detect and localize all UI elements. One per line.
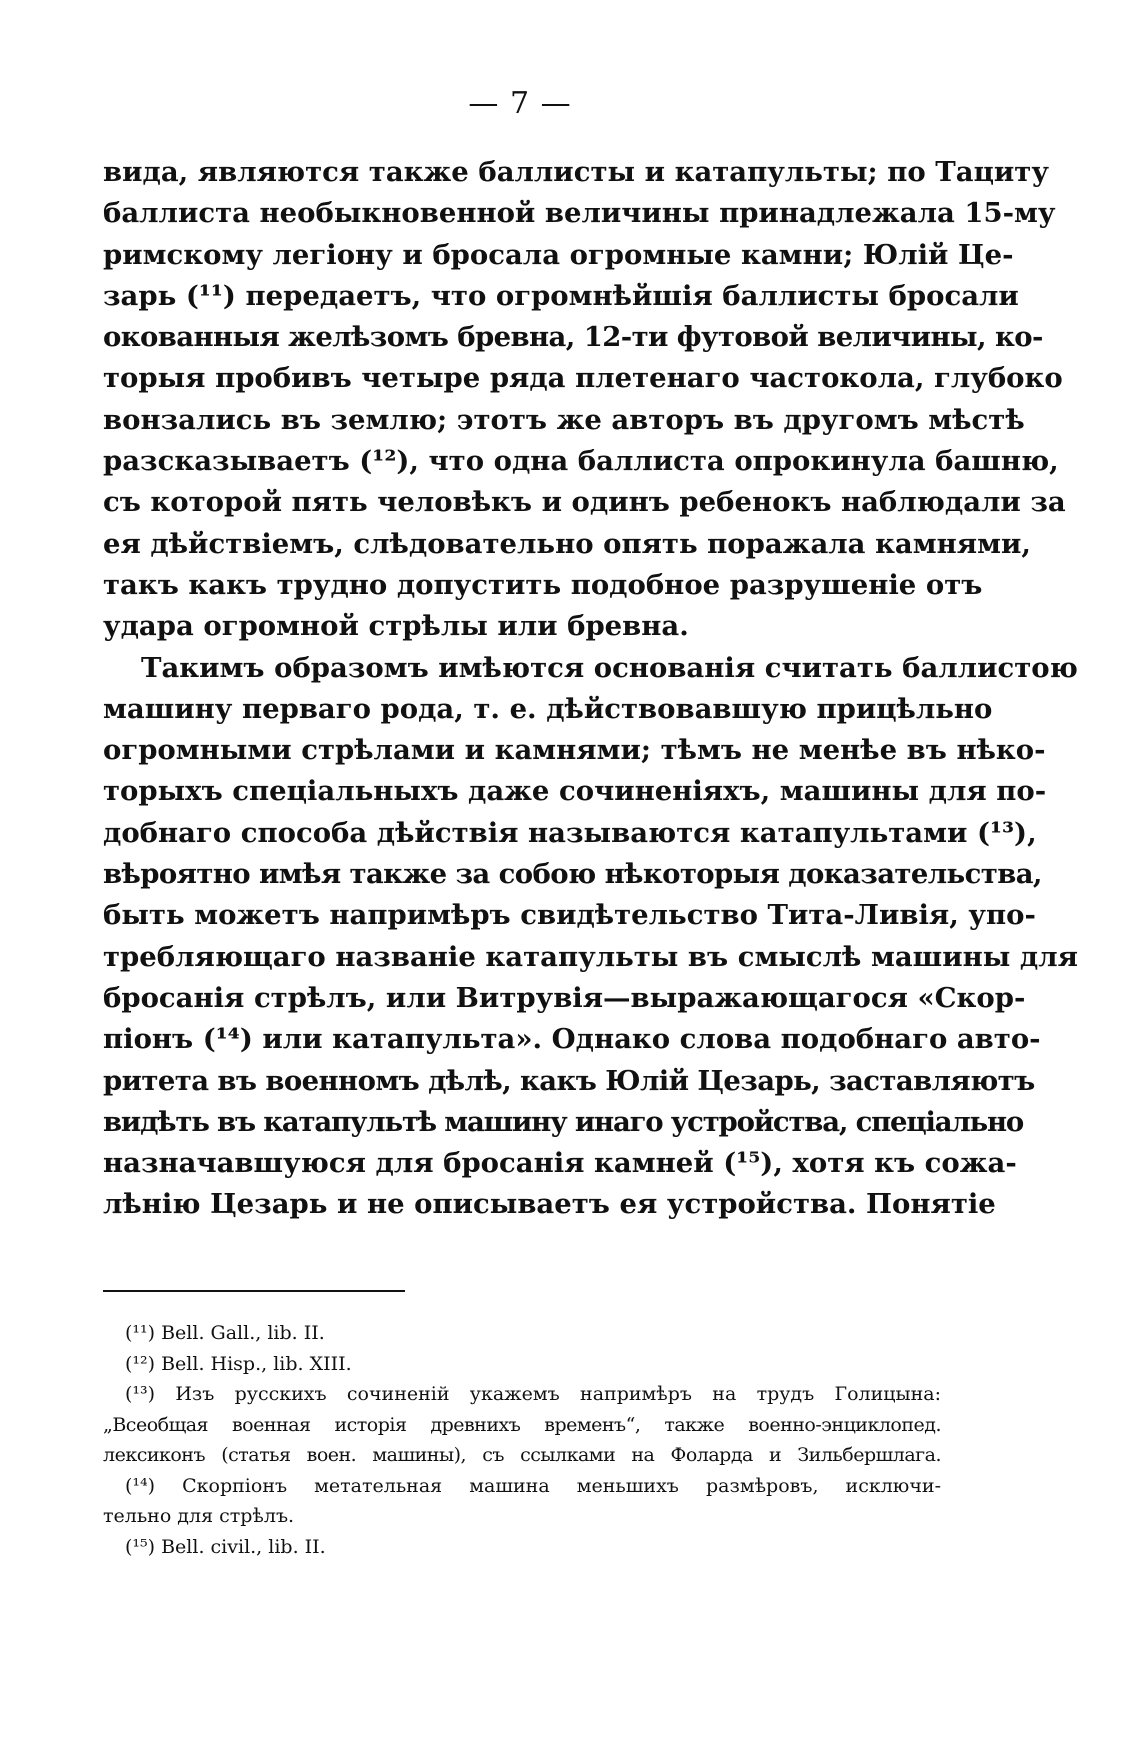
footnote-separator [103, 1290, 405, 1292]
text-line: разсказываетъ (¹²), что одна баллиста опрокинула башню, [103, 445, 1059, 478]
text-line: лѣнію Цезарь и не описываетъ ея устройства. Понятіе [103, 1188, 996, 1221]
text-line: торыхъ спеціальныхъ даже сочиненіяхъ, машины для по- [103, 775, 1047, 808]
text-line: добнаго способа дѣйствія называются катапультами (¹³), [103, 816, 1037, 849]
text-line: видѣть въ катапультѣ машину инаго устройства, спеціально [103, 1105, 1024, 1138]
text-line: вонзались въ землю; этотъ же авторъ въ другомъ мѣстѣ [103, 403, 1025, 436]
text-line: бросанія стрѣлъ, или Витрувія—выражающагося «Скор- [103, 981, 1026, 1014]
text-line: ея дѣйствіемъ, слѣдовательно опять поражала камнями, [103, 527, 1031, 560]
text-line: съ которой пять человѣкъ и одинъ ребенокъ наблюдали за [103, 486, 1066, 519]
text-line: назначавшуюся для бросанія камней (¹⁵), хотя къ сожа- [103, 1147, 1017, 1180]
text-line: Такимъ образомъ имѣются основанія считать баллистою [141, 651, 1078, 684]
text-line: баллиста необыкновенной величины принадлежала 15-му [103, 197, 1056, 230]
page-number: — 7 — [468, 86, 572, 121]
footnote: (¹²) Bell. Hisp., lib. XIII. [125, 1352, 352, 1375]
text-line: римскому легіону и бросала огромные камни; Юлій Це- [103, 238, 1014, 271]
footnote: (¹⁵) Bell. civil., lib. II. [125, 1535, 326, 1558]
body-text [103, 152, 1078, 1226]
text-line: удара огромной стрѣлы или бревна. [103, 610, 689, 643]
footnote: „Всеобщая военная исторія древнихъ временъ“, также военно-энциклопед. [103, 1413, 941, 1436]
text-line: торыя пробивъ четыре ряда плетенаго частокола, глубоко [103, 362, 1063, 395]
footnote: лексиконъ (статья воен. машины), съ ссылками на Фоларда и Зильбершлага. [103, 1444, 941, 1466]
footnote: тельно для стрѣлъ. [103, 1505, 295, 1527]
text-line: зарь (¹¹) передаетъ, что огромнѣйшія баллисты бросали [103, 279, 1019, 312]
text-line: піонъ (¹⁴) или катапульта». Однако слова подобнаго авто- [103, 1023, 1041, 1056]
text-line: такъ какъ трудно допустить подобное разрушеніе отъ [103, 568, 983, 601]
text-line: машину перваго рода, т. е. дѣйствовавшую прицѣльно [103, 692, 993, 725]
text-line: быть можетъ напримѣръ свидѣтельство Тита-Ливія, упо- [103, 899, 1036, 932]
footnote: (¹¹) Bell. Gall., lib. II. [125, 1322, 325, 1344]
text-line: вида, являются также баллисты и катапульты; по Тациту [103, 156, 1049, 188]
footnote: (¹⁴) Скорпіонъ метательная машина меньшихъ размѣровъ, исключи- [125, 1474, 941, 1497]
text-line: огромными стрѣлами и камнями; тѣмъ не менѣе въ нѣко- [103, 734, 1046, 767]
text-line: ритета въ военномъ дѣлѣ, какъ Юлій Цезарь, заставляютъ [103, 1064, 1035, 1097]
text-line: требляющаго названіе катапульты въ смыслѣ машины для [103, 940, 1078, 973]
text-line: окованныя желѣзомъ бревна, 12-ти футовой величины, ко- [103, 321, 1043, 354]
footnotes [103, 1318, 941, 1562]
footnote: (¹³) Изъ русскихъ сочиненій укажемъ напримѣръ на трудъ Голицына: [125, 1383, 941, 1405]
text-line: вѣроятно имѣя также за собою нѣкоторыя доказательства, [103, 858, 1042, 891]
